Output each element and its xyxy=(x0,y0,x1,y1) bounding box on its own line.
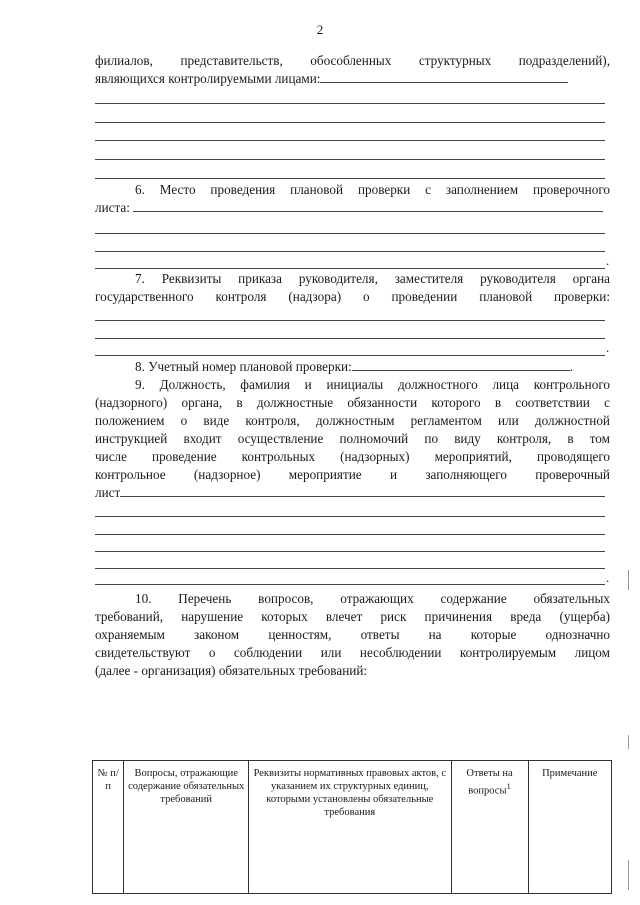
fill-line xyxy=(95,568,605,569)
questions-table xyxy=(92,760,612,894)
p8-text: 8. Учетный номер плановой проверки: xyxy=(135,359,352,374)
p9-line5: числе проведение контрольных (надзорных) мероприятий, проводящего xyxy=(95,449,610,464)
fill-line xyxy=(95,103,605,104)
scan-edge-mark xyxy=(628,735,629,749)
fill-line xyxy=(95,268,605,269)
p6-line2: листа: xyxy=(95,200,130,215)
fill-line xyxy=(95,320,605,321)
p5-line2: являющихся контролируемыми лицами: xyxy=(95,71,321,86)
p7-line1: 7. Реквизиты приказа руководителя, заместителя руководителя органа xyxy=(135,271,610,286)
fill-line xyxy=(95,251,605,252)
p9-line1: 9. Должность, фамилия и инициалы должностного лица контрольного xyxy=(135,377,610,392)
header-answers xyxy=(451,761,528,894)
header-number: № п/п xyxy=(93,761,124,894)
p5-fill-line xyxy=(320,71,568,83)
p7-line2: государственного контроля (надзора) о проведении плановой проверки: xyxy=(95,289,610,304)
header-answers-label: Ответы на вопросы xyxy=(466,768,513,797)
fill-line xyxy=(95,178,605,179)
fill-line xyxy=(95,140,605,141)
p10-line4: свидетельствуют о соблюдении или несоблюдении контролируемым лицом xyxy=(95,645,610,660)
p6-line2-wrap xyxy=(95,199,610,216)
header-legal-acts: Реквизиты нормативных правовых актов, с указанием их структурных единиц, которыми установлены обязательные требования xyxy=(249,761,452,894)
header-questions: Вопросы, отражающие содержание обязательных требований xyxy=(124,761,249,894)
p10-line1: 10. Перечень вопросов, отражающих содержание обязательных xyxy=(135,591,610,606)
fill-line xyxy=(95,159,605,160)
scan-edge-mark xyxy=(628,860,629,890)
table-header-row xyxy=(93,761,612,894)
fill-line xyxy=(95,584,605,585)
p10-line3: охраняемым законом ценностям, ответы на которые однозначно xyxy=(95,627,610,642)
footnote-marker: 1 xyxy=(506,781,511,791)
p8-fill-line xyxy=(352,359,570,371)
p9-last: лист xyxy=(95,485,121,500)
fill-line xyxy=(95,551,605,552)
fill-line xyxy=(95,233,605,234)
fill-line xyxy=(95,534,605,535)
period: . xyxy=(606,253,610,268)
fill-line xyxy=(95,516,605,517)
p5-line1: филиалов, представительств, обособленных структурных подразделений), xyxy=(95,53,610,68)
header-note: Примечание xyxy=(528,761,611,894)
p6-fill-line xyxy=(133,200,603,212)
period: . xyxy=(569,359,574,374)
p9-fill-line xyxy=(120,485,605,497)
p9-line2: (надзорного) органа, в должностные обязанности которого в соответствии с xyxy=(95,395,610,410)
p8-wrap xyxy=(95,358,610,375)
p9-line3: положением о виде контроля, должностным регламентом или должностной xyxy=(95,413,610,428)
p10-last: (далее - организация) обязательных требований: xyxy=(95,663,368,678)
period: . xyxy=(606,570,610,585)
page-number: 2 xyxy=(316,22,324,37)
p6-line1: 6. Место проведения плановой проверки с заполнением проверочного xyxy=(135,182,610,197)
period: . xyxy=(606,340,610,355)
p5-line2-wrap xyxy=(95,70,610,87)
p9-line6: контрольное (надзорное) мероприятие и заполняющего проверочный xyxy=(95,467,610,482)
scan-edge-mark xyxy=(628,570,629,590)
p10-line2: требований, нарушение которых влечет риск причинения вреда (ущерба) xyxy=(95,609,610,624)
fill-line xyxy=(95,338,605,339)
fill-line xyxy=(95,122,605,123)
fill-line xyxy=(95,355,605,356)
p9-line4: инструкцией входит осуществление полномочий по виду контроля, в том xyxy=(95,431,610,446)
p9-last-wrap xyxy=(95,484,610,501)
